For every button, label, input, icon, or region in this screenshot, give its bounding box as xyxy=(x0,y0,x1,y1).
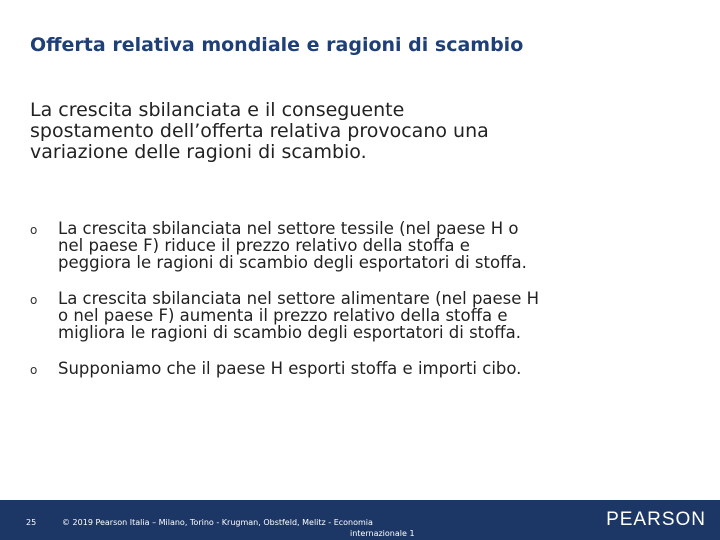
copyright-line: internazionale 1 xyxy=(350,529,415,538)
copyright-notice xyxy=(62,517,432,539)
bullet-marker: o xyxy=(30,293,38,307)
bullet-line: peggiora le ragioni di scambio degli esportatori di stoffa. xyxy=(58,253,527,272)
footer-bar xyxy=(0,500,720,540)
intro-line: spostamento dell’offerta relativa provocano una xyxy=(30,120,489,142)
bullet-line: Supponiamo che il paese H esporti stoffa e importi cibo. xyxy=(58,359,522,378)
slide-title: Offerta relativa mondiale e ragioni di scambio xyxy=(30,34,524,56)
intro-line: variazione delle ragioni di scambio. xyxy=(30,141,367,163)
page-number: 25 xyxy=(26,518,37,527)
bullet-line: La crescita sbilanciata nel settore alimentare (nel paese H xyxy=(58,289,540,308)
bullet-text xyxy=(58,220,688,271)
bullet-line: o nel paese F) aumenta il prezzo relativo della stoffa e xyxy=(58,306,508,325)
pearson-logo: PEARSON xyxy=(606,509,706,530)
bullet-line: nel paese F) riduce il prezzo relativo della stoffa e xyxy=(58,236,470,255)
bullet-text xyxy=(58,360,688,377)
bullet-line: La crescita sbilanciata nel settore tessile (nel paese H o xyxy=(58,219,519,238)
intro-paragraph xyxy=(30,100,670,163)
bullet-line: migliora le ragioni di scambio degli esportatori di stoffa. xyxy=(58,323,521,342)
copyright-line: © 2019 Pearson Italia – Milano, Torino - Krugman, Obstfeld, Melitz - Economia xyxy=(62,518,373,527)
bullet-text xyxy=(58,290,688,341)
bullet-marker: o xyxy=(30,363,38,377)
bullet-marker: o xyxy=(30,223,38,237)
intro-line: La crescita sbilanciata e il conseguente xyxy=(30,99,405,121)
